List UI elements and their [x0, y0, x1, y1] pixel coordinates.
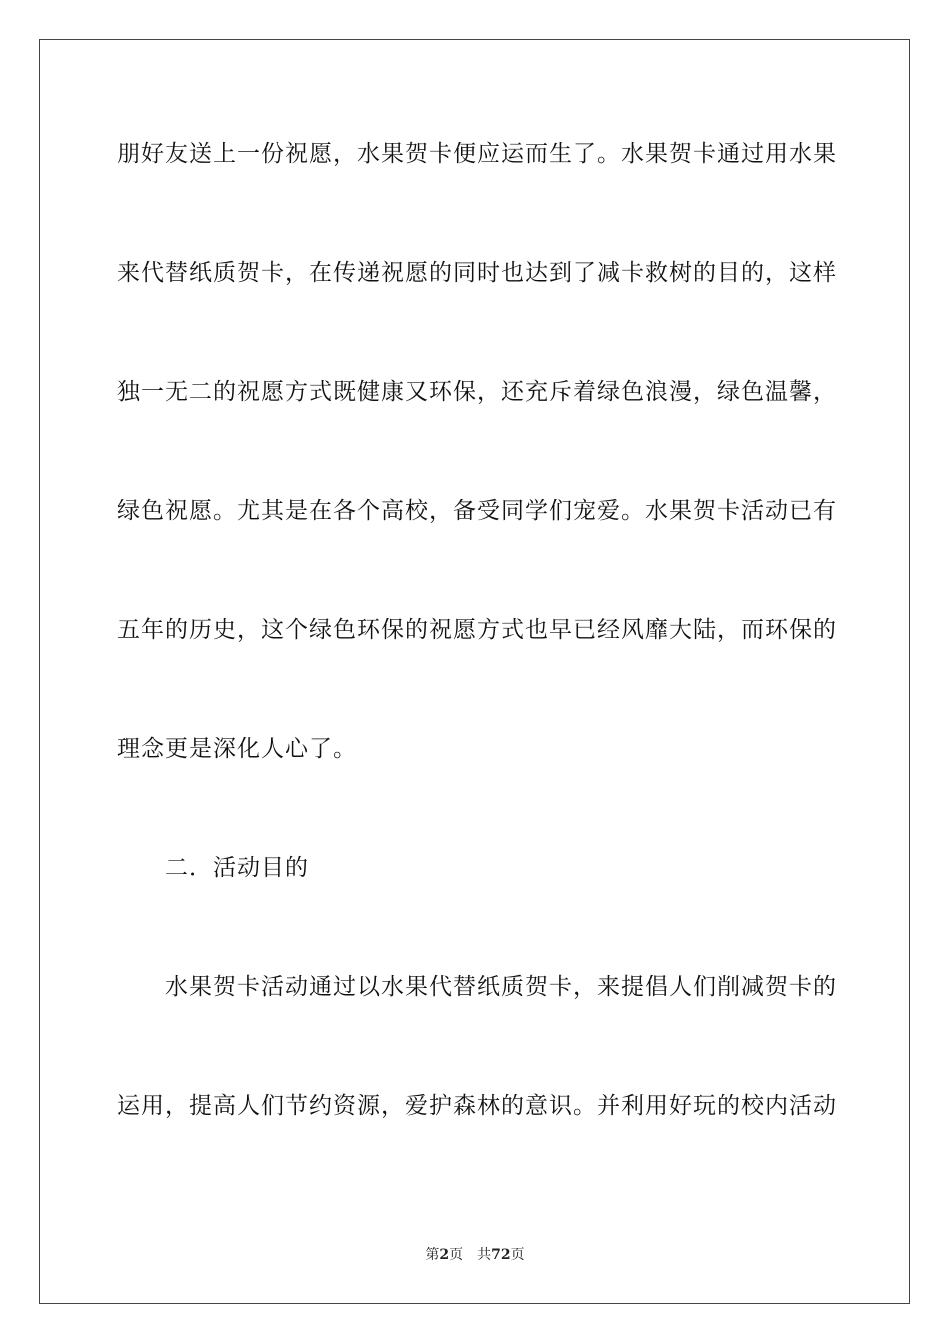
section-heading: 二．活动目的 — [165, 855, 309, 881]
footer-total-pages: 72 — [491, 1247, 511, 1263]
body-text-line-7: 水果贺卡活动通过以水果代替纸质贺卡，来提倡人们削减贺卡的 — [165, 974, 837, 1000]
footer-page-prefix: 第 — [425, 1247, 440, 1263]
body-text-line-8: 运用，提高人们节约资源，爱护森林的意识。并利用好玩的校内活动 — [117, 1093, 837, 1119]
page-footer — [0, 1246, 950, 1264]
footer-page-number: 2 — [439, 1247, 450, 1263]
footer-total-prefix: 共 — [477, 1247, 492, 1263]
footer-page-suffix: 页 — [449, 1247, 464, 1263]
body-text-line-2: 来代替纸质贺卡，在传递祝愿的同时也达到了减卡救树的目的，这样 — [117, 260, 837, 286]
body-text-line-6: 理念更是深化人心了。 — [117, 736, 357, 762]
body-text-line-4: 绿色祝愿。尤其是在各个高校，备受同学们宠爱。水果贺卡活动已有 — [117, 498, 837, 524]
body-text-line-3: 独一无二的祝愿方式既健康又环保，还充斥着绿色浪漫，绿色温馨， — [117, 379, 837, 405]
body-text-line-5: 五年的历史，这个绿色环保的祝愿方式也早已经风靡大陆，而环保的 — [117, 617, 837, 643]
body-text-line-1: 朋好友送上一份祝愿，水果贺卡便应运而生了。水果贺卡通过用水果 — [117, 141, 837, 167]
footer-total-suffix: 页 — [510, 1247, 525, 1263]
